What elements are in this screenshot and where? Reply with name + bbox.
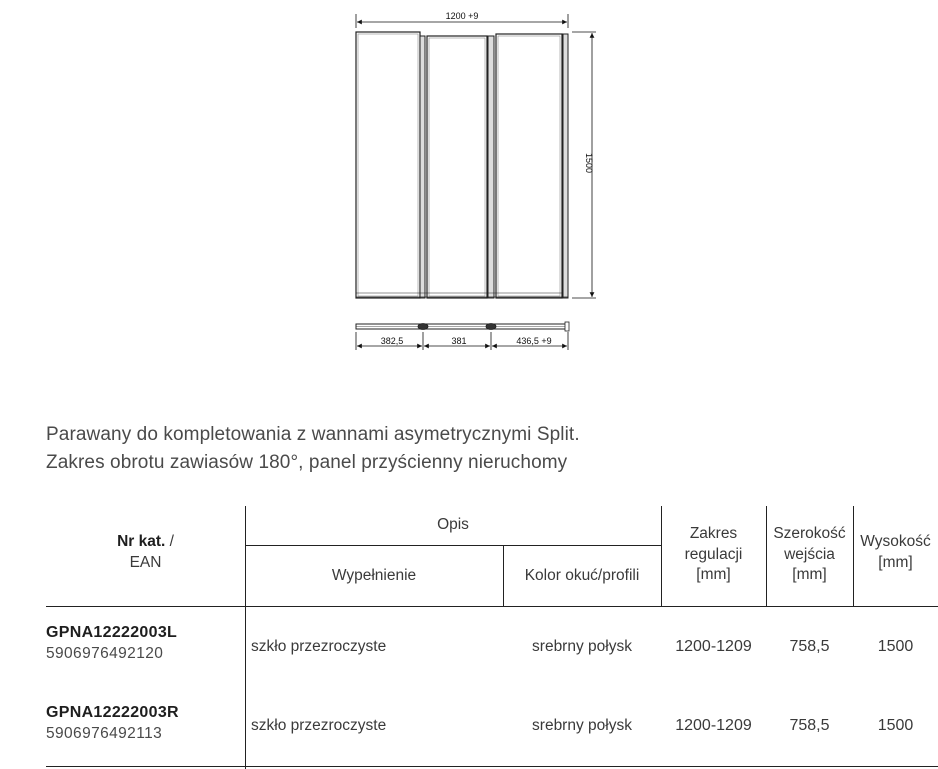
height-cell: 1500	[877, 638, 914, 656]
height-label: 1500	[584, 152, 594, 174]
description-line-1: Parawany do kompletowania z wannami asymetrycznymi Split.	[46, 424, 580, 445]
table-header-bottom-border	[46, 606, 938, 607]
header-catalog-number: Nr kat.	[117, 533, 166, 551]
entry-width-cell: 758,5	[789, 638, 830, 656]
range-cell: 1200-1209	[675, 638, 752, 656]
height-dimension	[572, 32, 596, 298]
table-bottom-border	[46, 766, 938, 767]
ean-code: 5906976492120	[46, 644, 164, 662]
header-catalog-separator: /	[165, 533, 174, 551]
header-ean: EAN	[129, 554, 162, 571]
header-height-line: Wysokość	[860, 533, 931, 551]
header-entry-width	[766, 518, 853, 592]
height-cell: 1500	[877, 717, 914, 735]
header-range-line: [mm]	[696, 566, 731, 584]
header-fill: Wypełnienie	[331, 566, 417, 584]
bottom-dimensions	[356, 332, 568, 350]
dim-label-outer: 436,5 +9	[516, 336, 552, 346]
header-range	[661, 518, 766, 592]
header-catalog-ean	[46, 530, 245, 576]
row-catalog-cell	[46, 702, 245, 750]
header-entry-width-line: wejścia	[784, 545, 835, 563]
fill-cell: szkło przezroczyste	[251, 637, 387, 655]
header-range-line: regulacji	[684, 545, 743, 563]
panel-middle	[427, 36, 487, 298]
range-cell: 1200-1209	[675, 717, 752, 735]
catalog-code: GPNA12222003L	[46, 624, 178, 641]
description-line-2: Zakres obrotu zawiasów 180°, panel przyścienny nieruchomy	[46, 452, 568, 473]
dim-label-fixed: 382,5	[380, 336, 404, 346]
top-view	[356, 322, 569, 331]
front-view	[356, 32, 568, 298]
fill-cell: szkło przezroczyste	[251, 716, 387, 734]
header-entry-width-line: [mm]	[792, 566, 827, 584]
header-entry-width-line: Szerokość	[773, 524, 846, 542]
dim-label-middle: 381	[451, 336, 467, 346]
width-dimension	[356, 11, 568, 28]
row-catalog-cell	[46, 622, 245, 670]
header-range-line: Zakres	[689, 524, 738, 542]
width-label: 1200 +9	[445, 11, 479, 21]
header-height	[853, 530, 938, 576]
ean-code: 5906976492113	[46, 724, 163, 742]
header-opis: Opis	[437, 516, 469, 534]
panel-fixed	[356, 32, 420, 298]
header-height-line: [mm]	[878, 554, 913, 571]
color-cell: srebrny połysk	[532, 637, 632, 655]
color-cell: srebrny połysk	[532, 716, 632, 734]
header-color: Kolor okuć/profili	[524, 566, 640, 584]
catalog-code: GPNA12222003R	[46, 704, 179, 721]
entry-width-cell: 758,5	[789, 717, 830, 735]
panel-outer	[496, 34, 562, 298]
